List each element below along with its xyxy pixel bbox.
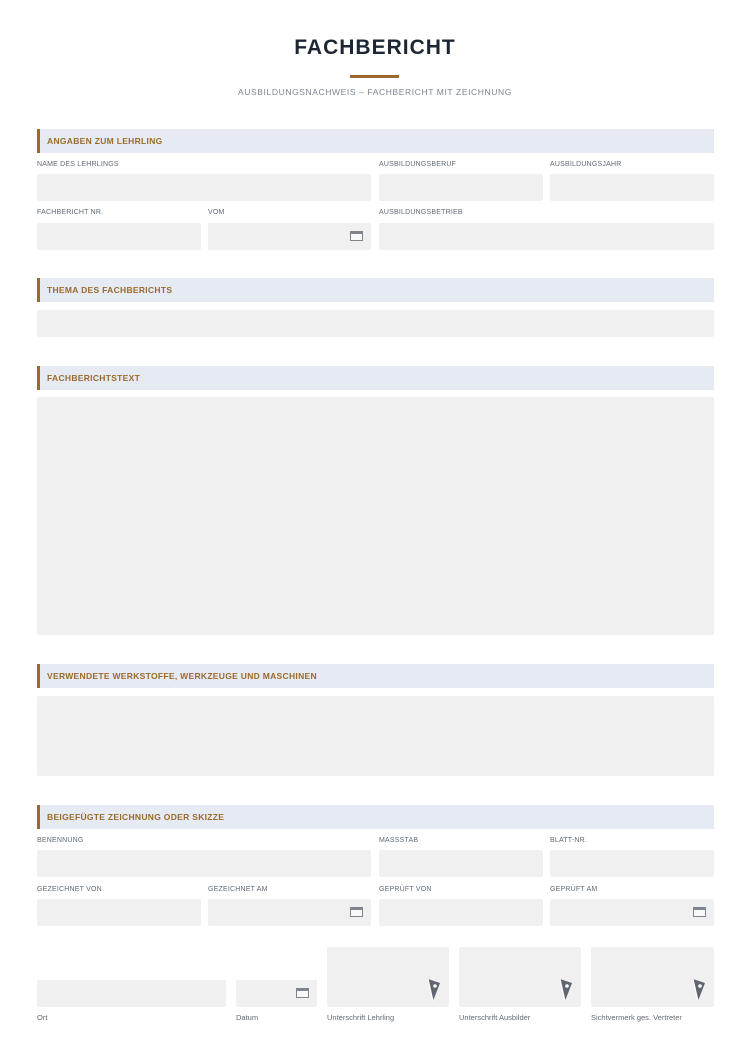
gezeichnet-von-field[interactable] [37, 899, 201, 926]
vom-label: VOM [208, 209, 225, 216]
section-title: ANGABEN ZUM LEHRLING [47, 136, 163, 146]
calendar-icon[interactable] [350, 907, 363, 917]
beruf-label: AUSBILDUNGSBERUF [379, 161, 457, 168]
pen-nib-icon [690, 977, 708, 1003]
lehrling-signature-label: Unterschrift Lehrling [327, 1013, 395, 1022]
vom-date-field[interactable] [208, 223, 371, 250]
blatt-field[interactable] [550, 850, 714, 877]
ort-field[interactable] [37, 980, 226, 1007]
geprueft-am-date-field[interactable] [550, 899, 714, 926]
fachbericht-text-area[interactable] [37, 397, 714, 635]
pen-nib-icon [557, 977, 575, 1003]
thema-field[interactable] [37, 310, 714, 337]
nr-field[interactable] [37, 223, 201, 250]
vertreter-signature-label: Sichtvermerk ges. Vertreter [591, 1013, 682, 1022]
page-title: FACHBERICHT [294, 36, 456, 59]
betrieb-field[interactable] [379, 223, 714, 250]
datum-date-field[interactable] [236, 980, 317, 1007]
beruf-field[interactable] [379, 174, 543, 201]
calendar-icon[interactable] [693, 907, 706, 917]
geprueft-von-label: GEPRÜFT VON [379, 886, 432, 893]
page-subtitle: AUSBILDUNGSNACHWEIS – FACHBERICHT MIT ZEICHNUNG [238, 87, 512, 97]
name-label: NAME DES LEHRLINGS [37, 161, 119, 168]
ausbilder-signature-label: Unterschrift Ausbilder [459, 1013, 531, 1022]
calendar-icon[interactable] [296, 988, 309, 998]
gezeichnet-am-date-field[interactable] [208, 899, 371, 926]
pen-nib-icon [425, 977, 443, 1003]
ort-label: Ort [37, 1013, 48, 1022]
signature-ausbilder-box[interactable] [459, 947, 581, 1007]
section-title: FACHBERICHTSTEXT [47, 373, 141, 383]
massstab-label: MASSSTAB [379, 837, 419, 844]
geprueft-von-field[interactable] [379, 899, 543, 926]
section-title: VERWENDETE WERKSTOFFE, WERKZEUGE UND MASCHINEN [47, 671, 317, 681]
section-title: BEIGEFÜGTE ZEICHNUNG ODER SKIZZE [47, 812, 225, 822]
section-header-zeichnung [37, 805, 714, 829]
jahr-field[interactable] [550, 174, 714, 201]
massstab-field[interactable] [379, 850, 543, 877]
section-header-thema [37, 278, 714, 302]
betrieb-label: AUSBILDUNGSBETRIEB [379, 209, 463, 216]
title-underline [350, 75, 399, 78]
geprueft-am-label: GEPRÜFT AM [550, 886, 598, 893]
gezeichnet-von-label: GEZEICHNET VON [37, 886, 102, 893]
gezeichnet-am-label: GEZEICHNET AM [208, 886, 268, 893]
nr-label: FACHBERICHT NR. [37, 209, 104, 216]
werkstoffe-text-area[interactable] [37, 696, 714, 776]
blatt-label: BLATT-NR. [550, 837, 588, 844]
calendar-icon[interactable] [350, 231, 363, 241]
section-header-lehrling [37, 129, 714, 153]
name-field[interactable] [37, 174, 371, 201]
section-header-text [37, 366, 714, 390]
signature-vertreter-box[interactable] [591, 947, 714, 1007]
benennung-field[interactable] [37, 850, 371, 877]
datum-label: Datum [236, 1013, 259, 1022]
signature-lehrling-box[interactable] [327, 947, 449, 1007]
section-header-werkstoffe [37, 664, 714, 688]
section-title: THEMA DES FACHBERICHTS [47, 285, 173, 295]
jahr-label: AUSBILDUNGSJAHR [550, 161, 622, 168]
benennung-label: BENENNUNG [37, 837, 84, 844]
